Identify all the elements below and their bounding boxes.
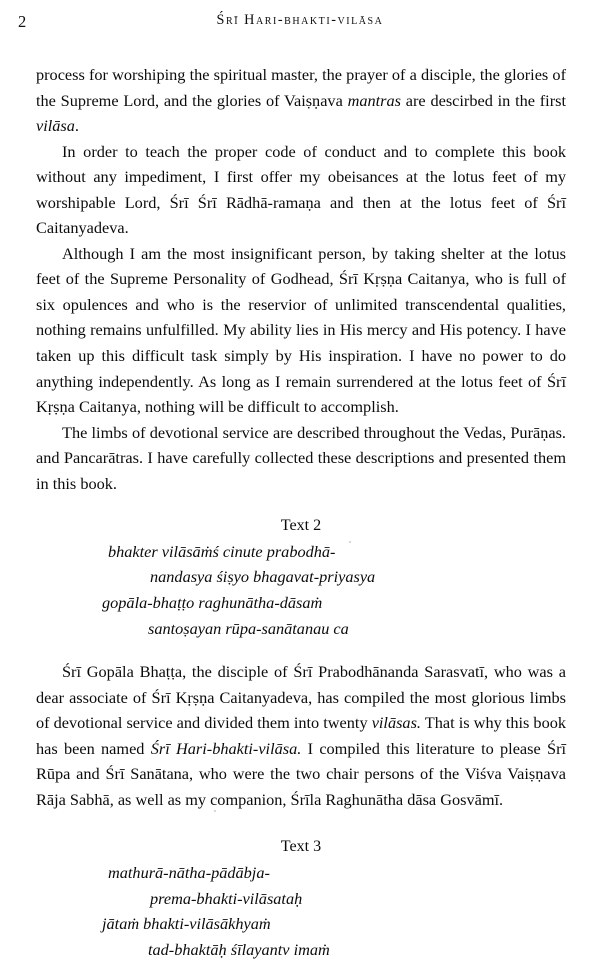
verse-block-text-2 [36,513,566,641]
running-head [0,12,600,38]
spacer [36,496,566,513]
verse-line: mathurā-nātha-pādābja- [108,862,270,882]
text-column [36,62,566,962]
verse-line: nandasya śiṣyo bhagavat-priyasya [150,567,376,587]
page-number: 2 [18,12,27,31]
scan-speck [214,810,216,812]
spacer [36,641,566,659]
paragraph-although-i-am: Although I am the most insignificant person, by taking shelter at the lotus feet of the Supreme Personality of Godhead, Śrī Kṛṣṇa Caitanya, who is full of six opulences and who is the reservior of unlimited transcendental qualities, nothing remains unfulfilled. My ability lies in His mercy and His potency. I have taken up this difficult task simply by His inspiration. I have no power to do anything independently. As long as I remain surrendered at the lotus feet of Śrī Kṛṣṇa Caitanya, nothing will be difficult to accomplish. [36,243,566,417]
paragraph-process-for-worshiping: process for worshiping the spiritual master, the prayer of a disciple, the glories of the Supreme Lord, and the glories of Vaiṣṇava mantras are descirbed in the first vilāsa. [36,65,566,136]
verse-lines-text-2 [36,539,566,641]
verse-line: bhakter vilāsāṁś cinute prabodhā- [108,541,336,561]
verse-line: prema-bhakti-vilāsataḥ [150,888,303,908]
verse-label-text-2: Text 2 [280,517,322,535]
paragraph-the-limbs-of-devotional-service: The limbs of devotional service are described throughout the Vedas, Purāṇas. and Pancarātras. I have carefully collected these descriptions and presented them in this book. [36,422,566,493]
spacer [36,812,566,834]
paragraph-sri-gopala-bhatta: Śrī Gopāla Bhaṭṭa, the disciple of Śrī Prabodhānanda Sarasvatī, who was a dear associate of Śrī Kṛṣṇa Caitanyadeva, has compiled the most glorious limbs of devotional service and divided them into twenty vilāsas. That is why this book has been named Śrī Hari-bhakti-vilāsa. I compiled this literature to please Śrī Rūpa and Śrī Sanātana, who were the two chair persons of the Viśva Vaiṣṇava Rāja Sabhā, as well as my companion, Śrīla Raghunātha dāsa Gosvāmī. [36,662,567,809]
running-head-title: Śrī Hari-bhakti-vilāsa [216,12,384,28]
scan-speck [349,541,351,543]
verse-lines-text-3 [36,860,566,962]
verse-line: santoṣayan rūpa-sanātanau ca [148,618,349,638]
verse-label-text-3: Text 3 [280,838,322,856]
verse-block-text-3 [36,834,566,962]
verse-line: gopāla-bhaṭṭo raghunātha-dāsaṁ [102,592,323,612]
verse-line: tad-bhaktāḥ śīlayantv imaṁ [148,939,330,959]
paragraph-in-order-to-teach: In order to teach the proper code of conduct and to complete this book without any impediment, I first offer my obeisances at the lotus feet of my worshipable Lord, Śrī Śrī Rādhā-ramaṇa and then at the lotus feet of Śrī Caitanyadeva. [36,141,566,238]
verse-line: jātaṁ bhakti-vilāsākhyaṁ [102,914,271,934]
